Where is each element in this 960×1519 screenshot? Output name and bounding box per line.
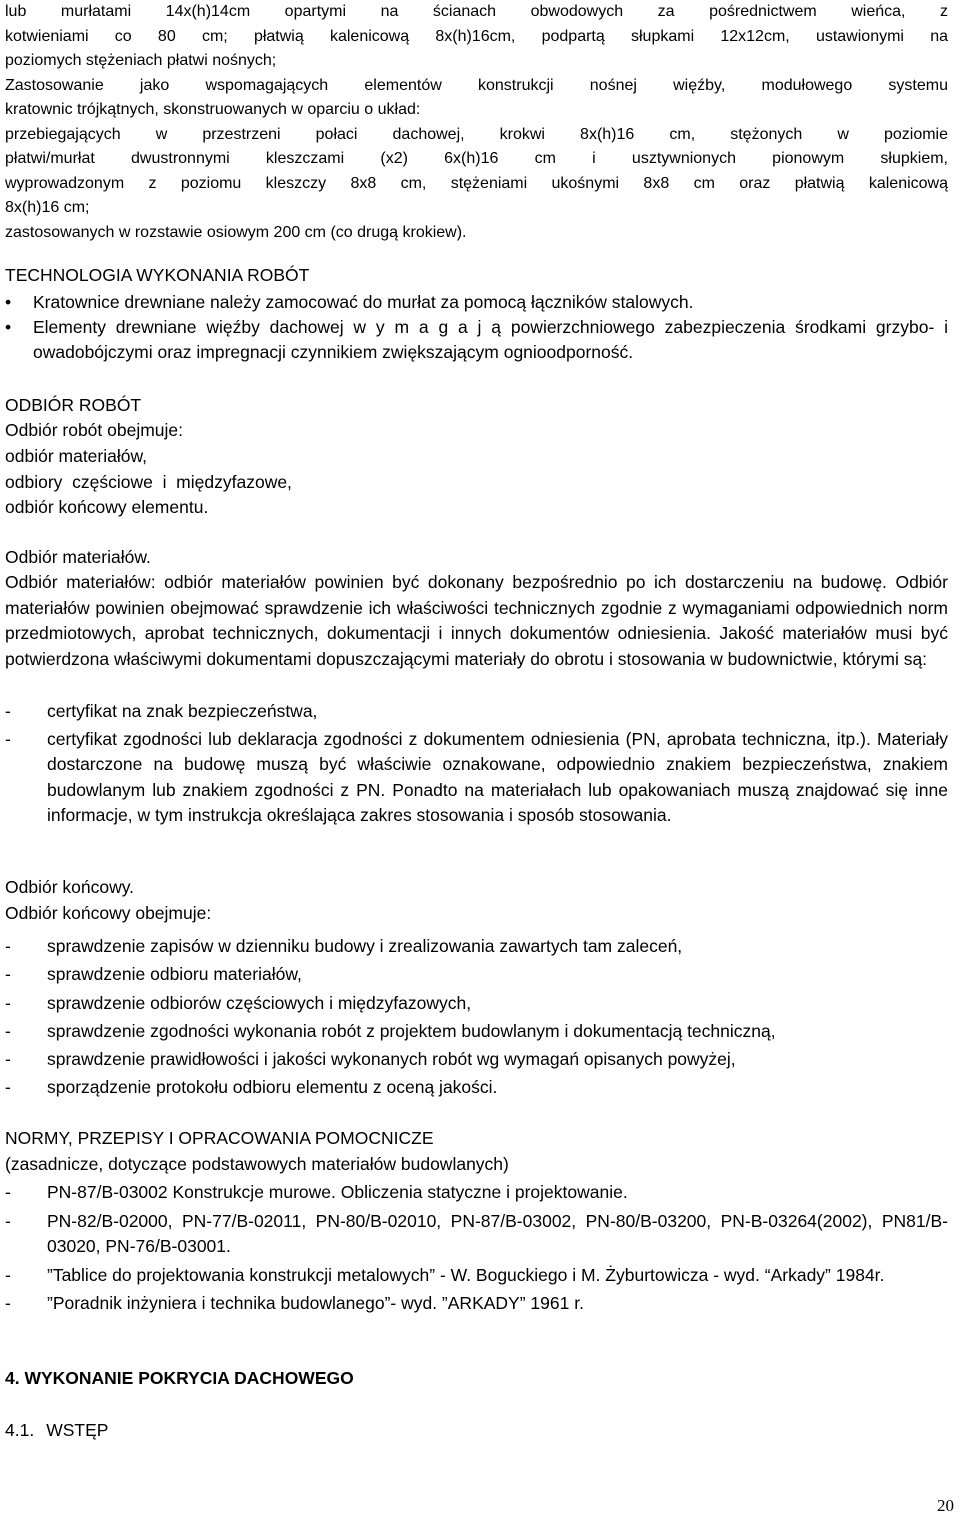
text-line: przebiegających w przestrzeni połaci dachowej, krokwi 8x(h)16 cm, stężonych w poziomie bbox=[5, 125, 948, 143]
text-line: lub murłatami 14x(h)14cm opartymi na ścianach obwodowych za pośrednictwem wieńca, z bbox=[5, 3, 948, 20]
list-item: odbiór końcowy elementu. bbox=[5, 497, 209, 517]
subsection-heading bbox=[5, 1418, 948, 1444]
acceptance-intro: Odbiór robót obejmuje: bbox=[5, 420, 184, 440]
text-line: poziomych stężeniach płatwi nośnych; bbox=[5, 52, 277, 69]
subsection-number: 4.1. bbox=[5, 1420, 35, 1440]
intro-paragraph bbox=[5, 0, 948, 245]
section-heading: 4. WYKONANIE POKRYCIA DACHOWEGO bbox=[5, 1368, 354, 1388]
list-item: - ”Poradnik inżyniera i technika budowlanego”- wyd. ”ARKADY” 1961 r. bbox=[5, 1291, 948, 1317]
text-line: zastosowanych w rozstawie osiowym 200 cm (co drugą krokiew). bbox=[5, 223, 467, 241]
final-list bbox=[5, 932, 948, 1102]
text-line: wyprowadzonym z poziomu kleszczy 8x8 cm, stężeniami ukośnymi 8x8 cm oraz płatwią kalenicową bbox=[5, 174, 948, 192]
list-item: - sprawdzenie zapisów w dzienniku budowy i zrealizowania zawartych tam zaleceń, bbox=[5, 932, 948, 960]
list-item: odbiory częściowe i międzyfazowe, bbox=[5, 472, 292, 492]
subsection-title: WSTĘP bbox=[46, 1420, 109, 1440]
materials-list bbox=[5, 699, 948, 829]
list-item: - PN-87/B-03002 Konstrukcje murowe. Obliczenia statyczne i projektowanie. bbox=[5, 1180, 948, 1206]
list-item: - sprawdzenie zgodności wykonania robót z projektem budowlanym i dokumentacją techniczną, bbox=[5, 1017, 948, 1045]
page-number: 20 bbox=[937, 1496, 954, 1515]
list-item: - certyfikat zgodności lub deklaracja zgodności z dokumentem odniesienia (PN, aprobata techniczna, itp.). Materiały dostarczone na budowę muszą być właściwie oznakowane, odpowiednio znakiem bezpieczeństwa, znakiem budowlanym lub znakiem zgodności z PN. Ponadto na materiałach lub opakowaniach muszą znajdować się inne informacje, w tym instrukcja określająca zakres stosowania i sposób stosowania. bbox=[5, 727, 948, 829]
list-item: - sprawdzenie prawidłowości i jakości wykonanych robót wg wymagań opisanych powyżej, bbox=[5, 1045, 948, 1073]
text-line: 8x(h)16 cm; bbox=[5, 199, 90, 216]
list-item: - sprawdzenie odbiorów częściowych i międzyfazowych, bbox=[5, 989, 948, 1017]
list-item: • Kratownice drewniane należy zamocować do murłat za pomocą łączników stalowych. bbox=[5, 290, 948, 315]
list-item: - PN-82/B-02000, PN-77/B-02011, PN-80/B-02010, PN-87/B-03002, PN-80/B-03200, PN-B-03264(2002), PN81/B-03020, PN-76/B-03001. bbox=[5, 1209, 948, 1260]
list-item: - sporządzenie protokołu odbioru elementu z oceną jakości. bbox=[5, 1073, 948, 1101]
list-item: odbiór materiałów, bbox=[5, 446, 148, 466]
text-line: kratownic trójkątnych, skonstruowanych w oparciu o układ: bbox=[5, 101, 421, 118]
technology-list bbox=[5, 290, 948, 365]
final-heading: Odbiór końcowy. bbox=[5, 877, 135, 897]
materials-heading: Odbiór materiałów. bbox=[5, 547, 151, 567]
final-intro: Odbiór końcowy obejmuje: bbox=[5, 903, 212, 923]
technology-heading: TECHNOLOGIA WYKONANIA ROBÓT bbox=[5, 265, 310, 285]
text-line: płatwi/murłat dwustronnymi kleszczami (x2) 6x(h)16 cm i usztywnionych pionowym słupkiem, bbox=[5, 150, 948, 167]
norms-subheading: (zasadnicze, dotyczące podstawowych materiałów budowlanych) bbox=[5, 1154, 509, 1174]
norms-heading: NORMY, PRZEPISY I OPRACOWANIA POMOCNICZE bbox=[5, 1128, 434, 1148]
text-line: kotwieniami co 80 cm; płatwią kalenicową 8x(h)16cm, podpartą słupkami 12x12cm, ustawionymi na bbox=[5, 27, 948, 45]
norms-list bbox=[5, 1180, 948, 1317]
list-item: - ”Tablice do projektowania konstrukcji metalowych” - W. Boguckiego i M. Żyburtowicza - wyd. “Arkady” 1984r. bbox=[5, 1263, 948, 1289]
list-item: - sprawdzenie odbioru materiałów, bbox=[5, 960, 948, 988]
list-item: • Elementy drewniane więźby dachowej w y m a g a j ą powierzchniowego zabezpieczenia środkami grzybo- i owadobójczymi oraz impregnacji czynnikiem zwiększającym ognioodporność. bbox=[5, 315, 948, 365]
acceptance-heading: ODBIÓR ROBÓT bbox=[5, 395, 142, 415]
list-item: - certyfikat na znak bezpieczeństwa, bbox=[5, 699, 948, 725]
materials-paragraph: Odbiór materiałów: odbiór materiałów powinien być dokonany bezpośrednio po ich dostarczeniu na budowę. Odbiór materiałów powinien obejmować sprawdzenie ich właściwości technicznych zgodnie z wymaganiami odpowiednich norm przedmiotowych, aprobat technicznych, dokumentacji i innych dokumentów odniesienia. Jakość materiałów musi być potwierdzona właściwymi dokumentami dopuszczającymi materiały do obrotu i stosowania w budownictwie, którymi są: bbox=[5, 572, 948, 669]
text-line: Zastosowanie jako wspomagających elementów konstrukcji nośnej więźby, modułowego systemu bbox=[5, 76, 948, 94]
